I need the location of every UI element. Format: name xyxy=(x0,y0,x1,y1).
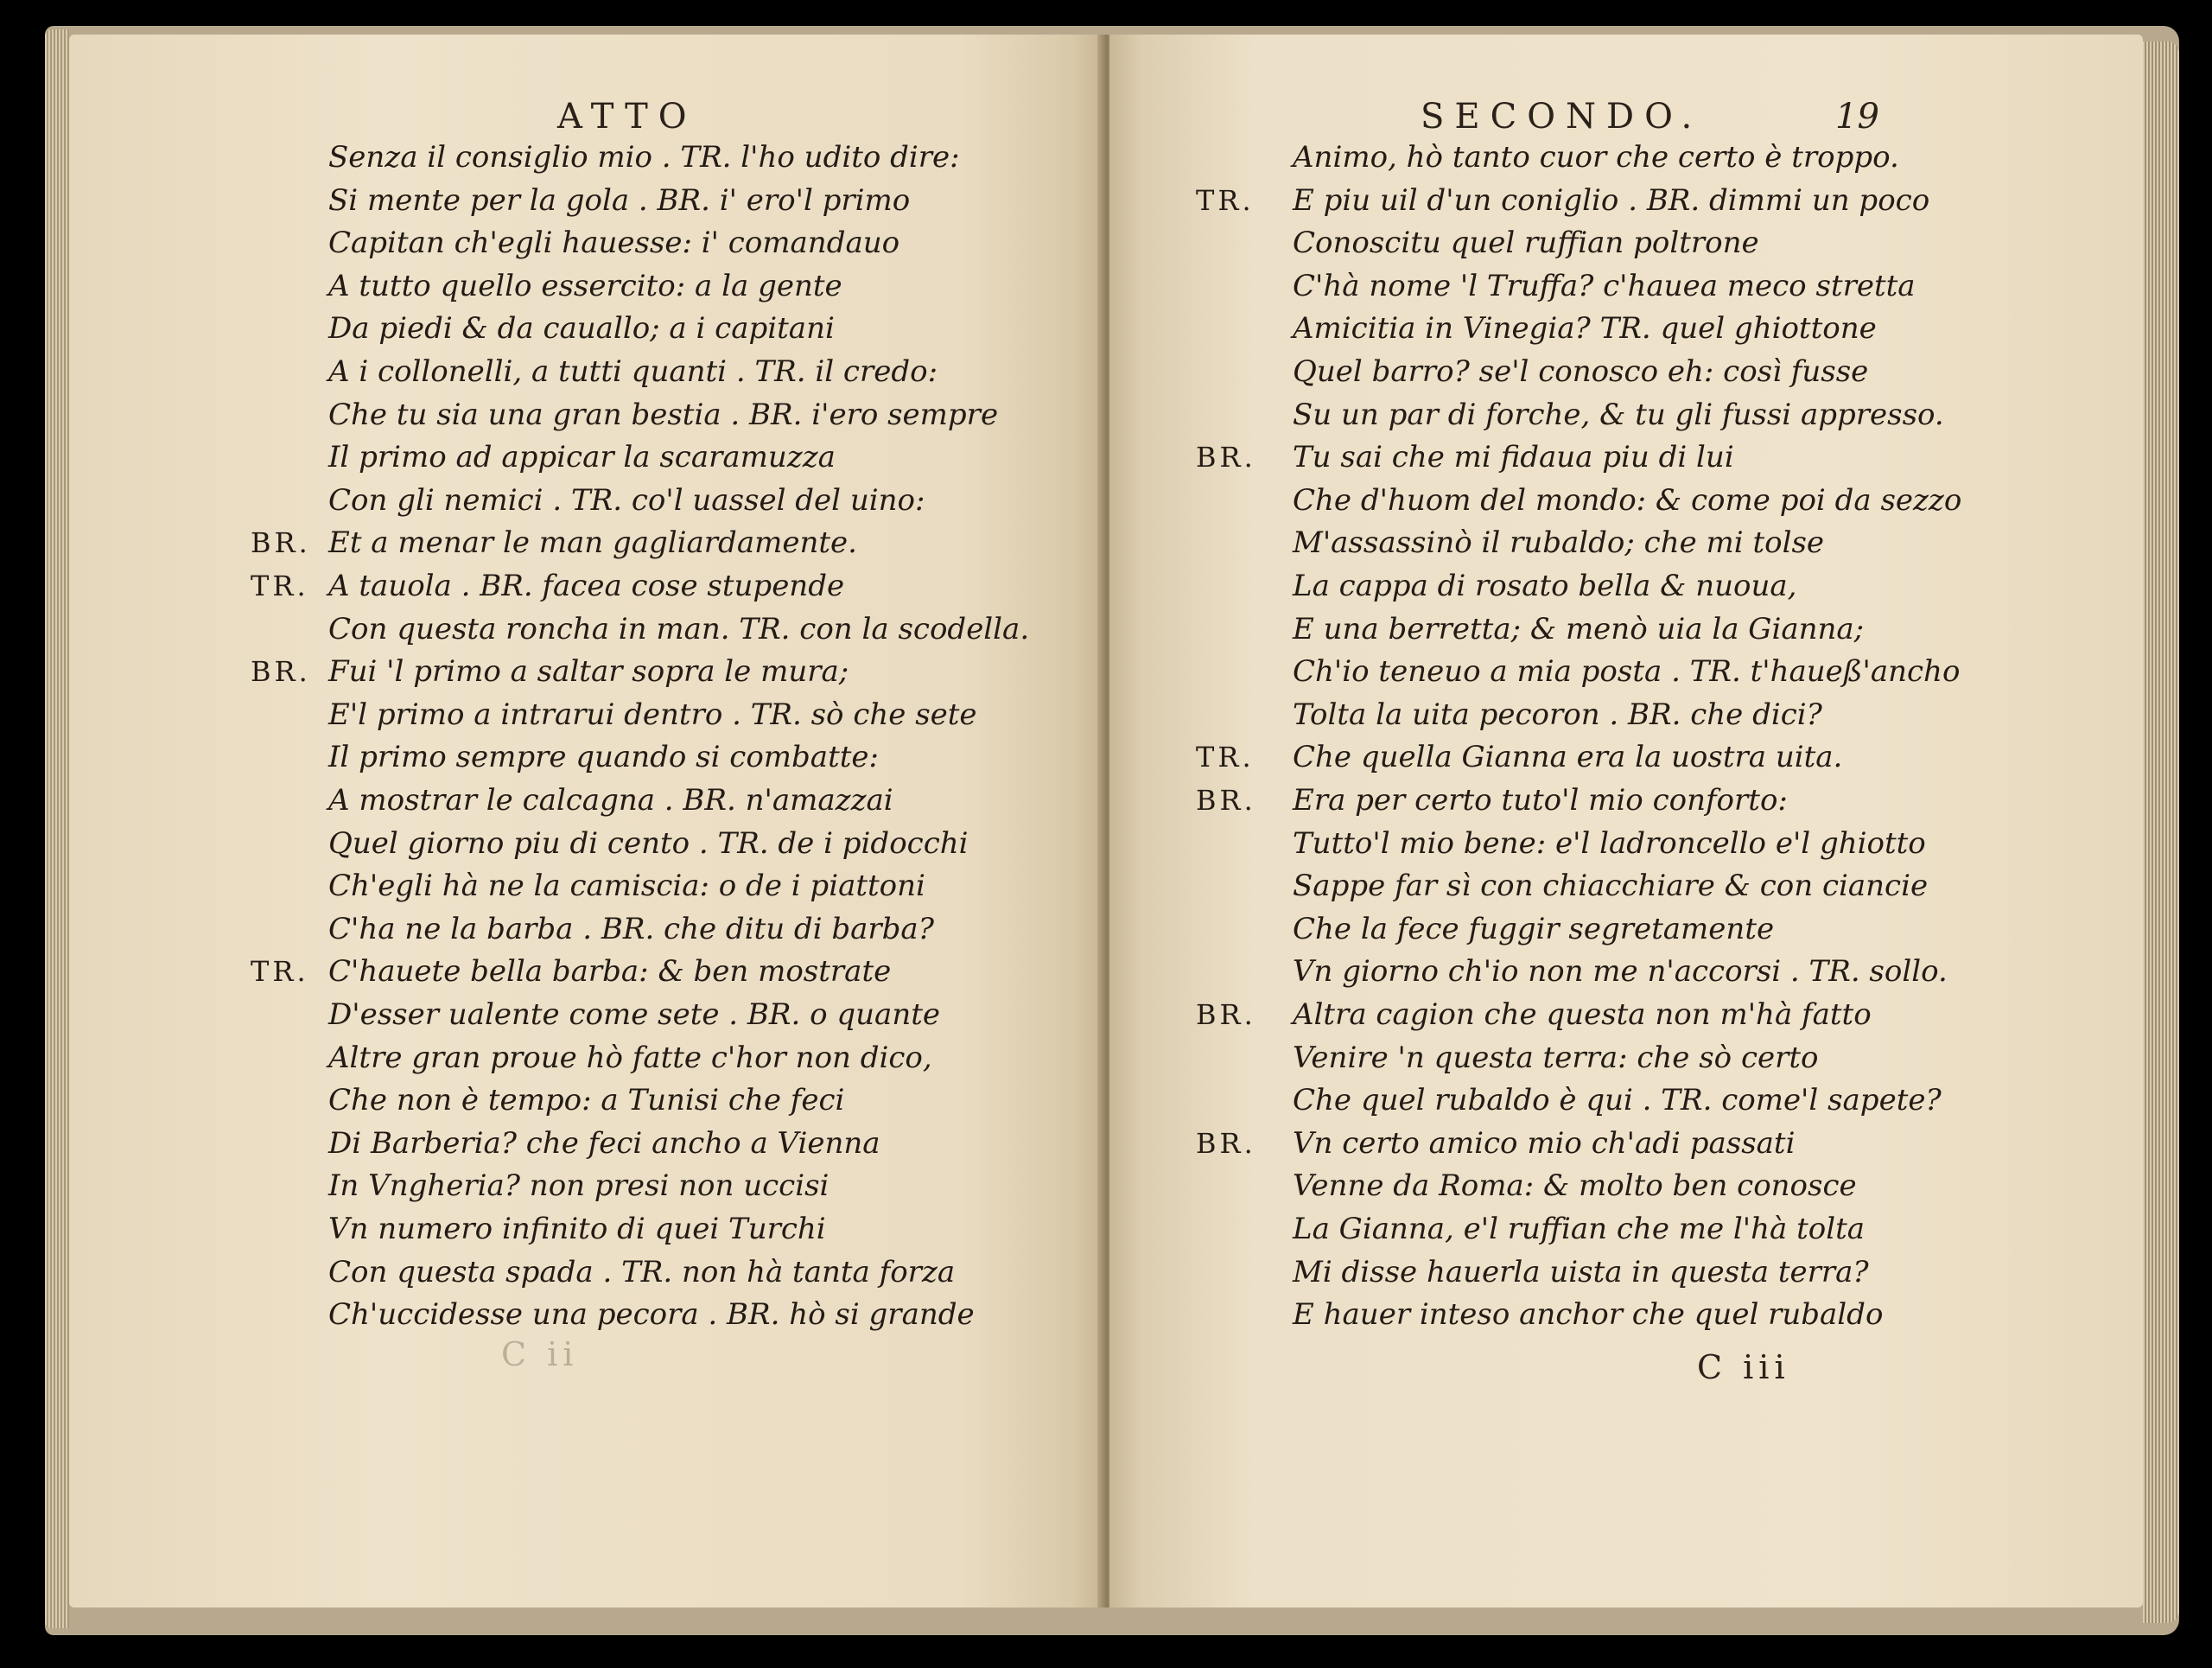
verse-line: E una berretta; & menò uia la Gianna; xyxy=(1293,611,1865,646)
verse-line: Vn giorno ch'io non me n'accorsi . TR. sollo. xyxy=(1293,954,1948,990)
verse-line: Che non è tempo: a Tunisi che feci xyxy=(328,1083,845,1118)
verse-line: Era per certo tuto'l mio conforto: xyxy=(1293,783,1788,818)
verse-line: Il primo ad appicar la scaramuzza xyxy=(328,440,836,475)
verse-line: Ch'io teneuo a mia posta . TR. t'haueß'ancho xyxy=(1293,654,1961,690)
verse-line: Con questa roncha in man. TR. con la scodella. xyxy=(328,611,1030,646)
verse-line: Altra cagion che questa non m'hà fatto xyxy=(1293,997,1872,1032)
verse-line: Venire 'n questa terra: che sò certo xyxy=(1293,1040,1819,1075)
left-signature: C ii xyxy=(501,1335,579,1373)
right-page-edges xyxy=(2143,41,2179,1623)
verse-line: Che quella Gianna era la uostra uita. xyxy=(1293,740,1843,775)
verse-line: A tutto quello essercito: a la gente xyxy=(328,268,842,303)
verse-line: Ch'egli hà ne la camiscia: o de i piattoni xyxy=(328,869,925,904)
verse-line: Et a menar le man gagliardamente. xyxy=(328,525,857,561)
verse-line: A i collonelli, a tutti quanti . TR. il credo: xyxy=(328,354,938,389)
speaker-label: BR. xyxy=(251,526,311,560)
speaker-label: TR. xyxy=(251,570,309,602)
verse-line: M'assassinò il rubaldo; che mi tolse xyxy=(1293,525,1825,561)
verse-line: Si mente per la gola . BR. i' ero'l primo xyxy=(328,182,911,218)
verse-line: E hauer inteso anchor che quel rubaldo xyxy=(1293,1297,1884,1333)
verse-line: Quel barro? se'l conosco eh: così fusse xyxy=(1293,354,1869,389)
right-signature: C iii xyxy=(1697,1348,1790,1386)
left-page xyxy=(69,35,1103,1608)
verse-line: E'l primo a intrarui dentro . TR. sò che sete xyxy=(328,697,977,732)
verse-line: Altre gran proue hò fatte c'hor non dico, xyxy=(328,1040,932,1075)
verse-line: La Gianna, e'l ruffian che me l'hà tolta xyxy=(1293,1212,1866,1246)
speaker-label: TR. xyxy=(1196,183,1255,217)
verse-line: C'ha ne la barba . BR. che ditu di barba? xyxy=(328,911,934,946)
right-page xyxy=(1109,35,2143,1608)
verse-line: Tutto'l mio bene: e'l ladroncello e'l ghiotto xyxy=(1293,825,1926,861)
speaker-label: TR. xyxy=(251,955,309,989)
speaker-label: TR. xyxy=(1196,741,1255,774)
verse-line: Su un par di forche, & tu gli fussi appresso. xyxy=(1293,397,1944,432)
verse-line: Conoscitu quel ruffian poltrone xyxy=(1293,226,1759,261)
verse-line: Ch'uccidesse una pecora . BR. hò si grande xyxy=(328,1297,975,1333)
left-page-edges xyxy=(45,29,69,1628)
verse-line: Di Barberia? che feci ancho a Vienna xyxy=(328,1125,880,1161)
verse-line: Vn certo amico mio ch'adi passati xyxy=(1293,1125,1796,1161)
verse-line: C'hauete bella barba: & ben mostrate xyxy=(328,954,892,990)
verse-line: Con questa spada . TR. non hà tanta forza xyxy=(328,1254,956,1289)
verse-line: Che la fece fuggir segretamente xyxy=(1293,911,1775,946)
verse-line: A tauola . BR. facea cose stupende xyxy=(328,569,845,603)
speaker-label: BR. xyxy=(251,655,311,689)
verse-line: Capitan ch'egli hauesse: i' comandauo xyxy=(328,226,900,261)
verse-line: A mostrar le calcagna . BR. n'amazzai xyxy=(328,783,893,818)
verse-line: E piu uil d'un coniglio . BR. dimmi un poco xyxy=(1293,182,1930,218)
verse-line: Amicitia in Vinegia? TR. quel ghiottone xyxy=(1293,311,1877,347)
verse-line: Da piedi & da cauallo; a i capitani xyxy=(328,311,835,347)
verse-line: D'esser ualente come sete . BR. o quante xyxy=(328,997,941,1032)
verse-line: Animo, hò tanto cuor che certo è troppo. xyxy=(1293,140,1899,175)
verse-line: Sappe far sì con chiacchiare & con ciancie xyxy=(1293,869,1929,904)
speaker-label: BR. xyxy=(1196,441,1256,474)
verse-line: Che tu sia una gran bestia . BR. i'ero sempre xyxy=(328,397,999,432)
verse-line: In Vngheria? non presi non uccisi xyxy=(328,1168,830,1204)
verse-line: Tu sai che mi fidaua piu di lui xyxy=(1293,440,1734,475)
speaker-label: BR. xyxy=(1196,1126,1256,1160)
speaker-label: BR. xyxy=(1196,998,1256,1031)
verse-line: Quel giorno piu di cento . TR. de i pidocchi xyxy=(328,825,969,861)
verse-line: Senza il consiglio mio . TR. l'ho udito dire: xyxy=(328,140,960,175)
verse-line: Tolta la uita pecoron . BR. che dici? xyxy=(1293,697,1822,732)
verse-line: Il primo sempre quando si combatte: xyxy=(328,740,879,775)
right-running-head: SECONDO. xyxy=(1421,97,1703,137)
verse-line: Vn numero infinito di quei Turchi xyxy=(328,1212,826,1246)
verse-line: La cappa di rosato bella & nuoua, xyxy=(1293,569,1797,603)
verse-line: Venne da Roma: & molto ben conosce xyxy=(1293,1168,1857,1204)
verse-line: Che d'huom del mondo: & come poi da sezzo xyxy=(1293,482,1962,518)
page-number: 19 xyxy=(1835,97,1879,137)
verse-line: C'hà nome 'l Truffa? c'hauea meco stretta xyxy=(1293,268,1916,303)
left-running-head: ATTO xyxy=(557,97,697,137)
verse-line: Mi disse hauerla uista in questa terra? xyxy=(1293,1254,1869,1289)
verse-line: Con gli nemici . TR. co'l uassel del uino: xyxy=(328,482,925,518)
verse-line: Che quel rubaldo è qui . TR. come'l sapete? xyxy=(1293,1083,1942,1118)
speaker-label: BR. xyxy=(1196,784,1256,817)
verse-line: Fui 'l primo a saltar sopra le mura; xyxy=(328,654,849,690)
